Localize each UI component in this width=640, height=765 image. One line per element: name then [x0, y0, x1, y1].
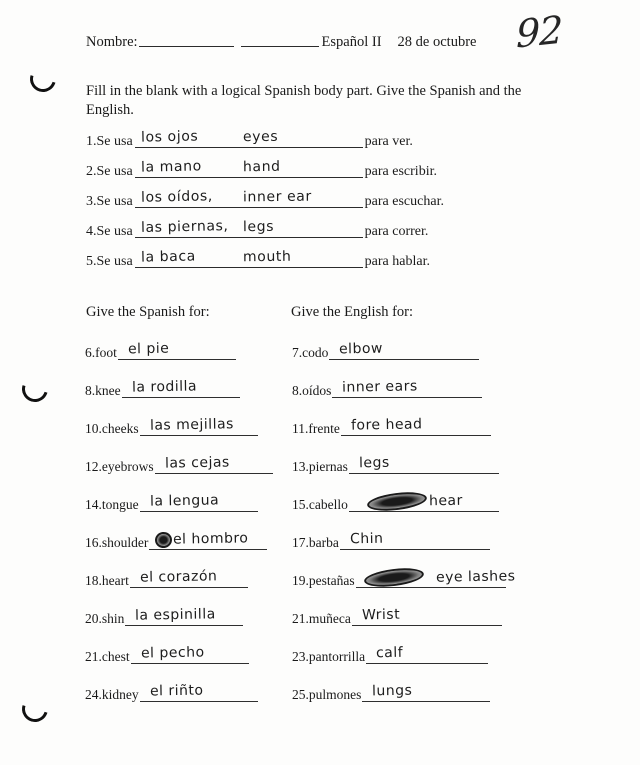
item-number: 2.Se usa — [86, 164, 133, 179]
vocab-prompt: 19.pestañas — [292, 573, 355, 588]
vocab-prompt: 10.cheeks — [85, 421, 139, 436]
vocab-row — [85, 416, 563, 457]
name-write-line-2[interactable] — [241, 46, 319, 47]
answer-blank[interactable] — [135, 130, 363, 148]
vocab-prompt: 8.knee — [85, 383, 121, 398]
vocab-item-left — [85, 568, 248, 589]
handwritten-answer: la rodilla — [131, 378, 197, 396]
handwritten-answer: la espinilla — [135, 606, 217, 624]
vocab-item-right — [292, 492, 499, 513]
vocab-answer-blank[interactable] — [356, 568, 516, 588]
binder-hole-middle-icon — [17, 371, 52, 406]
vocab-answer-blank[interactable] — [329, 340, 479, 360]
vocab-item-left — [85, 606, 243, 627]
vocab-prompt: 23.pantorrilla — [292, 649, 366, 664]
vocab-row — [85, 454, 563, 495]
binder-hole-bottom-icon — [17, 691, 52, 726]
vocab-answer-blank[interactable] — [118, 340, 236, 360]
handwritten-answer: el corazón — [139, 568, 218, 586]
vocab-item-right — [292, 606, 502, 627]
vocab-item-right — [292, 682, 490, 703]
item-tail: para escribir. — [364, 164, 437, 179]
fill-in-row — [86, 220, 556, 250]
answer-blank[interactable] — [135, 190, 363, 208]
handwritten-answer: eye lashes — [435, 568, 516, 586]
vocab-answer-blank[interactable] — [122, 378, 240, 398]
course-label: Español II — [321, 34, 382, 50]
handwritten-answer: fore head — [350, 416, 423, 434]
binder-hole-top-icon — [25, 61, 60, 96]
name-write-line[interactable] — [139, 46, 234, 47]
heading-give-the-spanish: Give the Spanish for: — [86, 304, 210, 320]
handwritten-spanish-answer: la baca — [140, 248, 196, 266]
vocab-prompt: 18.heart — [85, 573, 129, 588]
vocab-prompt: 11.frente — [292, 421, 340, 436]
vocab-row — [85, 340, 563, 381]
vocab-prompt: 8.oídos — [292, 383, 332, 398]
handwritten-answer: lungs — [372, 682, 413, 700]
item-number: 1.Se usa — [86, 134, 133, 149]
worksheet-header — [86, 34, 556, 51]
vocab-answer-blank[interactable] — [340, 530, 490, 550]
vocab-answer-blank[interactable] — [366, 644, 488, 664]
vocab-item-left — [85, 644, 249, 665]
vocab-answer-blank[interactable] — [341, 416, 491, 436]
vocab-row — [85, 492, 563, 533]
handwritten-answer: el hombro — [173, 530, 249, 548]
vocab-item-right — [292, 378, 482, 399]
vocab-prompt: 13.piernas — [292, 459, 348, 474]
handwritten-answer: hear — [428, 492, 463, 510]
vocab-row — [85, 530, 563, 571]
vocab-answer-blank[interactable] — [140, 682, 258, 702]
handwritten-english-answer: mouth — [242, 248, 292, 266]
fill-in-row — [86, 190, 556, 220]
handwritten-answer: elbow — [339, 340, 384, 358]
vocab-answer-blank[interactable] — [349, 492, 499, 512]
vocab-item-left — [85, 416, 258, 437]
handwritten-answer: inner ears — [342, 378, 419, 396]
vocab-answer-blank[interactable] — [332, 378, 482, 398]
vocab-prompt: 16.shoulder — [85, 535, 149, 550]
vocab-answer-blank[interactable] — [149, 530, 267, 550]
vocab-item-left — [85, 530, 267, 551]
vocab-row — [85, 644, 563, 685]
handwritten-english-answer: hand — [242, 158, 281, 176]
date-label: 28 de octubre — [397, 34, 477, 50]
vocab-prompt: 7.codo — [292, 345, 329, 360]
handwritten-answer: el pie — [127, 340, 170, 358]
vocab-item-left — [85, 378, 240, 399]
vocab-item-right — [292, 530, 490, 551]
heading-give-the-english: Give the English for: — [291, 304, 414, 320]
vocab-prompt: 12.eyebrows — [85, 459, 154, 474]
vocab-item-right — [292, 644, 488, 665]
fill-in-row — [86, 130, 556, 160]
scribbled-out-correction — [154, 531, 173, 549]
handwritten-answer: Chin — [349, 530, 384, 548]
handwritten-spanish-answer: las piernas, — [140, 218, 229, 236]
handwritten-answer: calf — [375, 644, 404, 662]
grade-mark: 92 — [516, 7, 563, 57]
handwritten-answer: el riñto — [149, 682, 204, 700]
vocab-answer-blank[interactable] — [349, 454, 499, 474]
vocab-answer-blank[interactable] — [131, 644, 249, 664]
vocab-item-right — [292, 416, 491, 437]
vocabulary-section — [85, 340, 563, 723]
instructions-text: Fill in the blank with a logical Spanish body part. Give the Spanish and the English. — [86, 83, 522, 119]
item-number: 3.Se usa — [86, 194, 133, 209]
item-number: 5.Se usa — [86, 254, 133, 269]
vocab-item-left — [85, 492, 258, 513]
answer-blank[interactable] — [135, 160, 363, 178]
vocab-prompt: 25.pulmones — [292, 687, 362, 702]
vocab-prompt: 14.tongue — [85, 497, 139, 512]
item-tail: para ver. — [364, 134, 413, 149]
fill-in-row — [86, 160, 556, 190]
vocab-item-left — [85, 454, 273, 475]
vocab-item-right — [292, 340, 479, 361]
handwritten-spanish-answer: la mano — [140, 158, 202, 176]
fill-in-the-blank-section — [86, 130, 556, 280]
answer-blank[interactable] — [135, 220, 363, 238]
handwritten-answer: Wrist — [361, 606, 401, 624]
vocab-prompt: 24.kidney — [85, 687, 139, 702]
handwritten-english-answer: eyes — [242, 128, 278, 146]
vocab-prompt: 21.muñeca — [292, 611, 351, 626]
item-number: 4.Se usa — [86, 224, 133, 239]
vocab-item-left — [85, 682, 258, 703]
handwritten-english-answer: inner ear — [242, 188, 312, 206]
vocab-row — [85, 606, 563, 647]
fill-in-row — [86, 250, 556, 280]
vocab-row — [85, 568, 563, 609]
vocab-answer-blank[interactable] — [140, 416, 258, 436]
handwritten-spanish-answer: los oídos, — [140, 188, 213, 206]
handwritten-answer: legs — [358, 454, 390, 472]
vocab-prompt: 17.barba — [292, 535, 339, 550]
handwritten-spanish-answer: los ojos — [140, 128, 199, 146]
vocab-prompt: 15.cabello — [292, 497, 348, 512]
vocab-answer-blank[interactable] — [130, 568, 248, 588]
handwritten-answer: la lengua — [149, 492, 219, 510]
vocab-item-left — [85, 340, 236, 361]
vocab-answer-blank[interactable] — [352, 606, 502, 626]
vocab-row — [85, 378, 563, 419]
handwritten-answer: las cejas — [164, 454, 230, 472]
vocab-row — [85, 682, 563, 723]
item-tail: para correr. — [364, 224, 429, 239]
handwritten-answer: las mejillas — [149, 416, 234, 434]
vocab-answer-blank[interactable] — [140, 492, 258, 512]
vocab-answer-blank[interactable] — [362, 682, 490, 702]
vocab-answer-blank[interactable] — [125, 606, 243, 626]
item-tail: para hablar. — [364, 254, 430, 269]
vocab-item-right — [292, 568, 516, 589]
vocab-item-right — [292, 454, 499, 475]
vocab-prompt: 6.foot — [85, 345, 117, 360]
vocab-answer-blank[interactable] — [155, 454, 273, 474]
item-tail: para escuchar. — [364, 194, 444, 209]
vocab-prompt: 20.shin — [85, 611, 125, 626]
name-label: Nombre: — [86, 34, 138, 50]
handwritten-answer: el pecho — [140, 644, 205, 662]
answer-blank[interactable] — [135, 250, 363, 268]
vocab-prompt: 21.chest — [85, 649, 130, 664]
handwritten-english-answer: legs — [242, 218, 274, 236]
